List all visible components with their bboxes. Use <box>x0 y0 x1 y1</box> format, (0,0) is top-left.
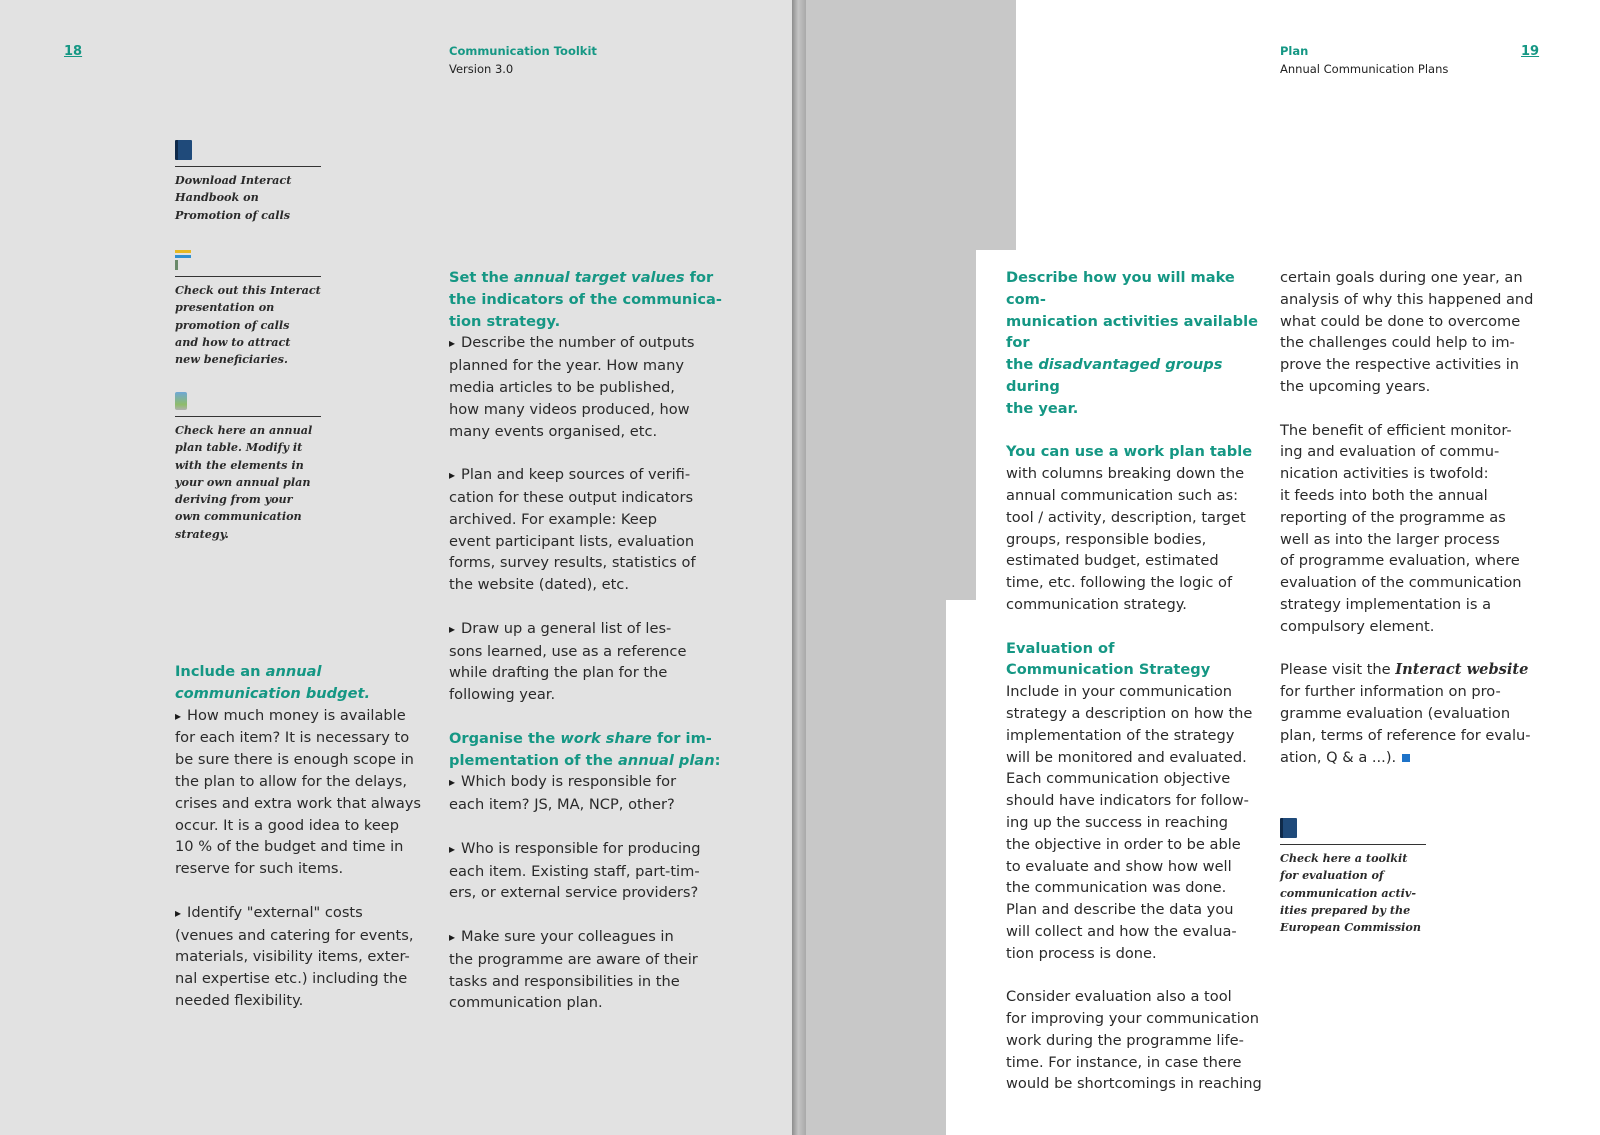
budget-section: Include an annual communication budget. ▸ How much money is available for each item? It is necessary to be sure there is enough scope in the plan to allow for the delays, crises and extra work that always occur. It is a good idea to keep 10 % of the budget and time in reserve for such items. ▸ Identify "external" costs (venues and catering for events, materials, visibility items, exter- nal expertise etc.) including the needed flexibility. <box>175 661 435 1012</box>
work-share-heading: Organise the work share for im- <box>449 729 712 747</box>
bullet-item: ▸ Plan and keep sources of verifi- <box>449 464 729 487</box>
resource-presentation[interactable] <box>175 250 321 368</box>
book-gutter <box>792 0 806 1135</box>
bullet-item: ▸ How much money is available <box>175 705 435 728</box>
bullet-item: ▸ Describe the number of outputs <box>449 332 729 355</box>
header-subtitle: Annual Communication Plans <box>1280 62 1449 76</box>
budget-heading: Include an annual <box>175 663 322 680</box>
end-square-icon <box>1402 754 1410 762</box>
right-page <box>806 0 1600 1135</box>
document-icon <box>175 392 187 410</box>
resource-evaluation-toolkit[interactable] <box>1280 818 1426 936</box>
bullet-item: ▸ Identify "external" costs <box>175 902 435 925</box>
divider <box>175 276 321 277</box>
resource-handbook[interactable] <box>175 140 321 224</box>
page-number-left: 18 <box>64 44 83 59</box>
bullet-item: ▸ Who is responsible for producing <box>449 838 729 861</box>
resource-plan-table[interactable] <box>175 392 321 543</box>
right-header <box>1280 42 1448 78</box>
page-number-right: 19 <box>1521 44 1540 59</box>
header-title: Plan <box>1280 44 1309 58</box>
resource-caption: Check here a toolkit for evaluation of communication activ- ities prepared by the European Commission <box>1280 851 1421 935</box>
divider <box>175 416 321 417</box>
work-plan-heading: You can use a work plan table <box>1006 443 1253 461</box>
left-page <box>0 0 792 1135</box>
header-title: Communication Toolkit <box>449 44 597 58</box>
disadvantaged-section: Describe how you will make com- munication activities available for the disadvantaged groups during the year. You can use a work plan table with columns breaking down the annual communication such as: tool / activity, description, target groups, responsible bodies, estimated budget, estimated time, etc. following the logic of communication strategy. Evaluation of Communication Strategy Include in your communication strategy a description on how the implementation of the strategy will be monitored and evaluated. Each communication objective should have indicators for follow- ing up the success in reaching the objective in order to be able to evaluate and show how well the communication was done. Plan and describe the data you will collect and how the evalua- tion process is done. Consider evaluation also a tool for improving your communication work during the programme life- time. For instance, in case there would be shortcomings in reaching <box>1006 267 1271 1095</box>
book-icon <box>175 140 192 160</box>
disadvantaged-heading: Describe how you will make com- <box>1006 269 1235 308</box>
targets-section: Set the annual target values for the indicators of the communica- tion strategy. ▸ Describe the number of outputs planned for the year. How many media articles to be published, how many videos produced, how many events organised, etc. ▸ Plan and keep sources of verifi- cation for these output indicators archived. For example: Keep event participant lists, evaluation forms, survey results, statistics of the website (dated), etc. ▸ Draw up a general list of les- sons learned, use as a reference while drafting the plan for the following year. Organise the work share for im- plementation of the annual plan: ▸ Which body is responsible for each item? JS, MA, NCP, other? ▸ Who is responsible for producing each item. Existing staff, part-tim- ers, or external service providers? ▸ Make sure your colleagues in the programme are aware of their tasks and responsibilities in the communication plan. <box>449 267 729 1014</box>
page-lighting <box>1016 0 1600 250</box>
book-icon <box>1280 818 1297 838</box>
budget-heading-line2: communication budget. <box>175 684 370 702</box>
resource-caption: Download Interact Handbook on Promotion of calls <box>175 173 292 222</box>
interact-website-link[interactable]: Interact website <box>1395 661 1529 679</box>
bullet-item: ▸ Draw up a general list of les- <box>449 618 729 641</box>
left-header <box>449 42 597 78</box>
targets-heading: Set the annual target values for <box>449 269 714 286</box>
evaluation-continued: certain goals during one year, an analysis of why this happened and what could be done to overcome the challenges could help to im- prove the respective activities in the upcoming years. The benefit of efficient monitor- ing and evaluation of commu- nication activities is twofold: it feeds into both the annual reporting of the programme as well as into the larger process of programme evaluation, where evaluation of the communication strategy implementation is a compulsory element. Please visit the Interact website for further information on pro- gramme evaluation (evaluation plan, terms of reference for evalu- ation, Q & a ...). <box>1280 269 1534 766</box>
header-version: Version 3.0 <box>449 62 514 76</box>
evaluation-heading: Evaluation of <box>1006 639 1115 657</box>
bullet-item: ▸ Make sure your colleagues in <box>449 926 729 949</box>
resource-caption: Check out this Interact presentation on promotion of calls and how to attract new beneficiaries. <box>175 283 321 367</box>
presentation-icon <box>175 250 191 270</box>
divider <box>1280 844 1426 845</box>
resource-caption: Check here an annual plan table. Modify it with the elements in your own annual plan deriving from your own communication strategy. <box>175 423 313 541</box>
bullet-item: ▸ Which body is responsible for <box>449 771 729 794</box>
divider <box>175 166 321 167</box>
